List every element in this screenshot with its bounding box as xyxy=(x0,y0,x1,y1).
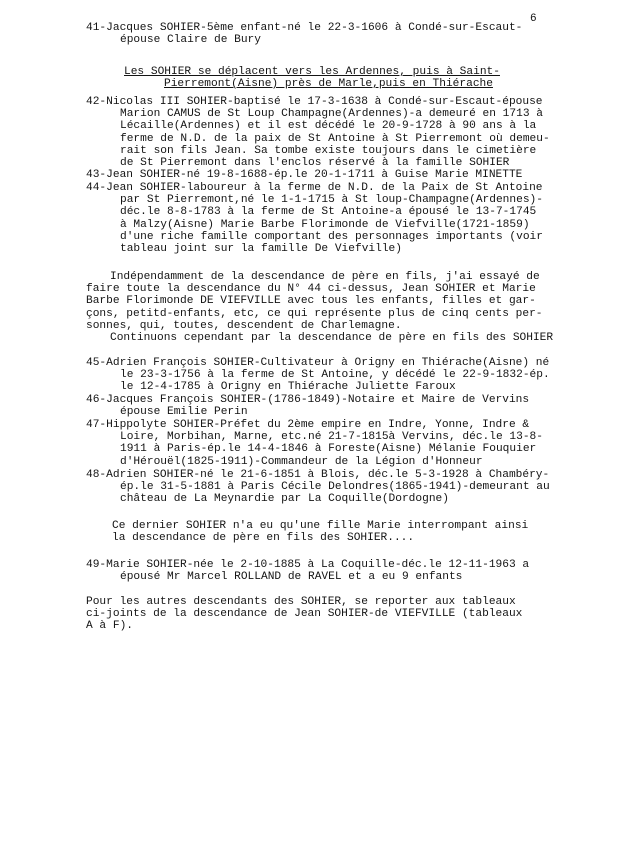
entry-line: château de La Meynardie par La Coquille(Dordogne) xyxy=(120,493,449,506)
entry-line: épouse Claire de Bury xyxy=(120,34,261,47)
entry-line: 43-Jean SOHIER-né 19-8-1688-ép.le 20-1-1711 à Guise Marie MINETTE xyxy=(86,169,523,181)
entry-line: 45-Adrien François SOHIER-Cultivateur à Origny en Thiérache(Aisne) né xyxy=(86,357,550,369)
entry-line: 1911 à Paris-ép.le 14-4-1846 à Foreste(Aisne) Mélanie Fouquier xyxy=(120,443,537,456)
paragraph-line: sonnes, qui, toutes, descendent de Charlemagne. xyxy=(86,319,402,332)
entry-line: 46-Jacques François SOHIER-(1786-1849)-Notaire et Maire de Vervins xyxy=(86,394,530,406)
entry-line: 47-Hippolyte SOHIER-Préfet du 2ème empire en Indre, Yonne, Indre & xyxy=(86,419,530,431)
paragraph-line: çons, petitd-enfants, etc, ce qui représente plus de cinq cents per- xyxy=(86,307,543,320)
paragraph-line: Continuons cependant par la descendance de père en fils des SOHIER xyxy=(110,332,554,345)
entry-line: 49-Marie SOHIER-née le 2-10-1885 à La Coquille-déc.le 12-11-1963 a xyxy=(86,559,530,571)
genealogy-entry-44 xyxy=(86,182,626,255)
entry-line: d'Hérouël(1825-1911)-Commandeur de la Légion d'Honneur xyxy=(120,455,483,468)
entry-line: épouse Emilie Perin xyxy=(120,406,248,419)
genealogy-entry-48 xyxy=(86,469,626,506)
entry-line: le 12-4-1785 à Origny en Thiérache Juliette Faroux xyxy=(120,381,456,394)
entry-line: de St Pierremont dans l'enclos réservé à la famille SOHIER xyxy=(120,157,510,170)
entry-line: 41-Jacques SOHIER-5ème enfant-né le 22-3-1606 à Condé-sur-Escaut- xyxy=(86,22,523,34)
entry-line: ép.le 31-5-1881 à Paris Cécile Delondres(1865-1941)-demeurant au xyxy=(120,481,550,494)
paragraph-line: Indépendamment de la descendance de père en fils, j'ai essayé de xyxy=(110,271,540,283)
entry-line: 44-Jean SOHIER-laboureur à la ferme de N.D. de la Paix de St Antoine xyxy=(86,182,543,194)
genealogy-entry-43 xyxy=(86,169,626,181)
genealogy-entry-47 xyxy=(86,419,626,468)
entry-line: déc.le 8-8-1783 à la ferme de St Antoine-a épousé le 13-7-1745 xyxy=(120,206,537,219)
entry-line: ferme de N.D. de la paix de St Antoine à St Pierremont où demeu- xyxy=(120,132,550,145)
genealogy-entry-49 xyxy=(86,559,626,583)
entry-line: à Malzy(Aisne) Marie Barbe Florimonde de Viefville(1721-1859) xyxy=(120,218,530,231)
page-number: 6 xyxy=(530,13,537,25)
paragraph-line: faire toute la descendance du N° 44 ci-dessus, Jean SOHIER et Marie xyxy=(86,283,536,296)
heading-line: Pierremont(Aisne) près de Marle,puis en Thiérache xyxy=(164,78,493,91)
paragraph-line: Pour les autres descendants des SOHIER, se reporter aux tableaux xyxy=(86,596,516,608)
entry-line: Lécaille(Ardennes) et il est décédé le 20-9-1728 à 90 ans à la xyxy=(120,120,537,133)
paragraph-line: ci-joints de la descendance de Jean SOHIER-de VIEFVILLE (tableaux xyxy=(86,608,523,621)
entry-line: tableau joint sur la famille De Viefville) xyxy=(120,243,402,256)
entry-line: Loire, Morbihan, Marne, etc.né 21-7-1815à Vervins, déc.le 13-8- xyxy=(120,431,543,444)
entry-line: 48-Adrien SOHIER-né le 21-6-1851 à Blois, déc.le 5-3-1928 à Chambéry- xyxy=(86,469,550,481)
entry-line: rait son fils Jean. Sa tombe existe toujours dans le cimetière xyxy=(120,144,537,157)
descendance-paragraph xyxy=(86,271,553,344)
genealogy-entry-46 xyxy=(86,394,626,418)
entry-line: le 23-3-1756 à la ferme de St Antoine, y décédé le 22-9-1832-ép. xyxy=(120,369,550,382)
paragraph-line: la descendance de père en fils des SOHIER.... xyxy=(112,532,415,545)
entry-line: par St Pierremont,né le 1-1-1715 à St loup-Champagne(Ardennes)- xyxy=(120,194,543,207)
entry-line: 42-Nicolas III SOHIER-baptisé le 17-3-1638 à Condé-sur-Escaut-épouse xyxy=(86,96,543,108)
genealogy-entry-42 xyxy=(86,96,626,169)
heading-line: Les SOHIER se déplacent vers les Ardennes, puis à Saint- xyxy=(124,66,500,78)
entry-line: d'une riche famille comportant des personnages importants (voir xyxy=(120,230,543,243)
interruption-paragraph xyxy=(112,520,528,544)
genealogy-entry-45 xyxy=(86,357,626,394)
paragraph-line: Barbe Florimonde DE VIEFVILLE avec tous les enfants, filles et gar- xyxy=(86,295,536,308)
paragraph-line: A à F). xyxy=(86,620,133,633)
genealogy-entry-41 xyxy=(86,22,626,46)
entry-line: épousé Mr Marcel ROLLAND de RAVEL et a eu 9 enfants xyxy=(120,571,463,584)
paragraph-line: Ce dernier SOHIER n'a eu qu'une fille Marie interrompant ainsi xyxy=(112,520,529,532)
section-heading xyxy=(124,66,584,90)
references-paragraph xyxy=(86,596,522,633)
entry-line: Marion CAMUS de St Loup Champagne(Ardennes)-a demeuré en 1713 à xyxy=(120,108,543,121)
